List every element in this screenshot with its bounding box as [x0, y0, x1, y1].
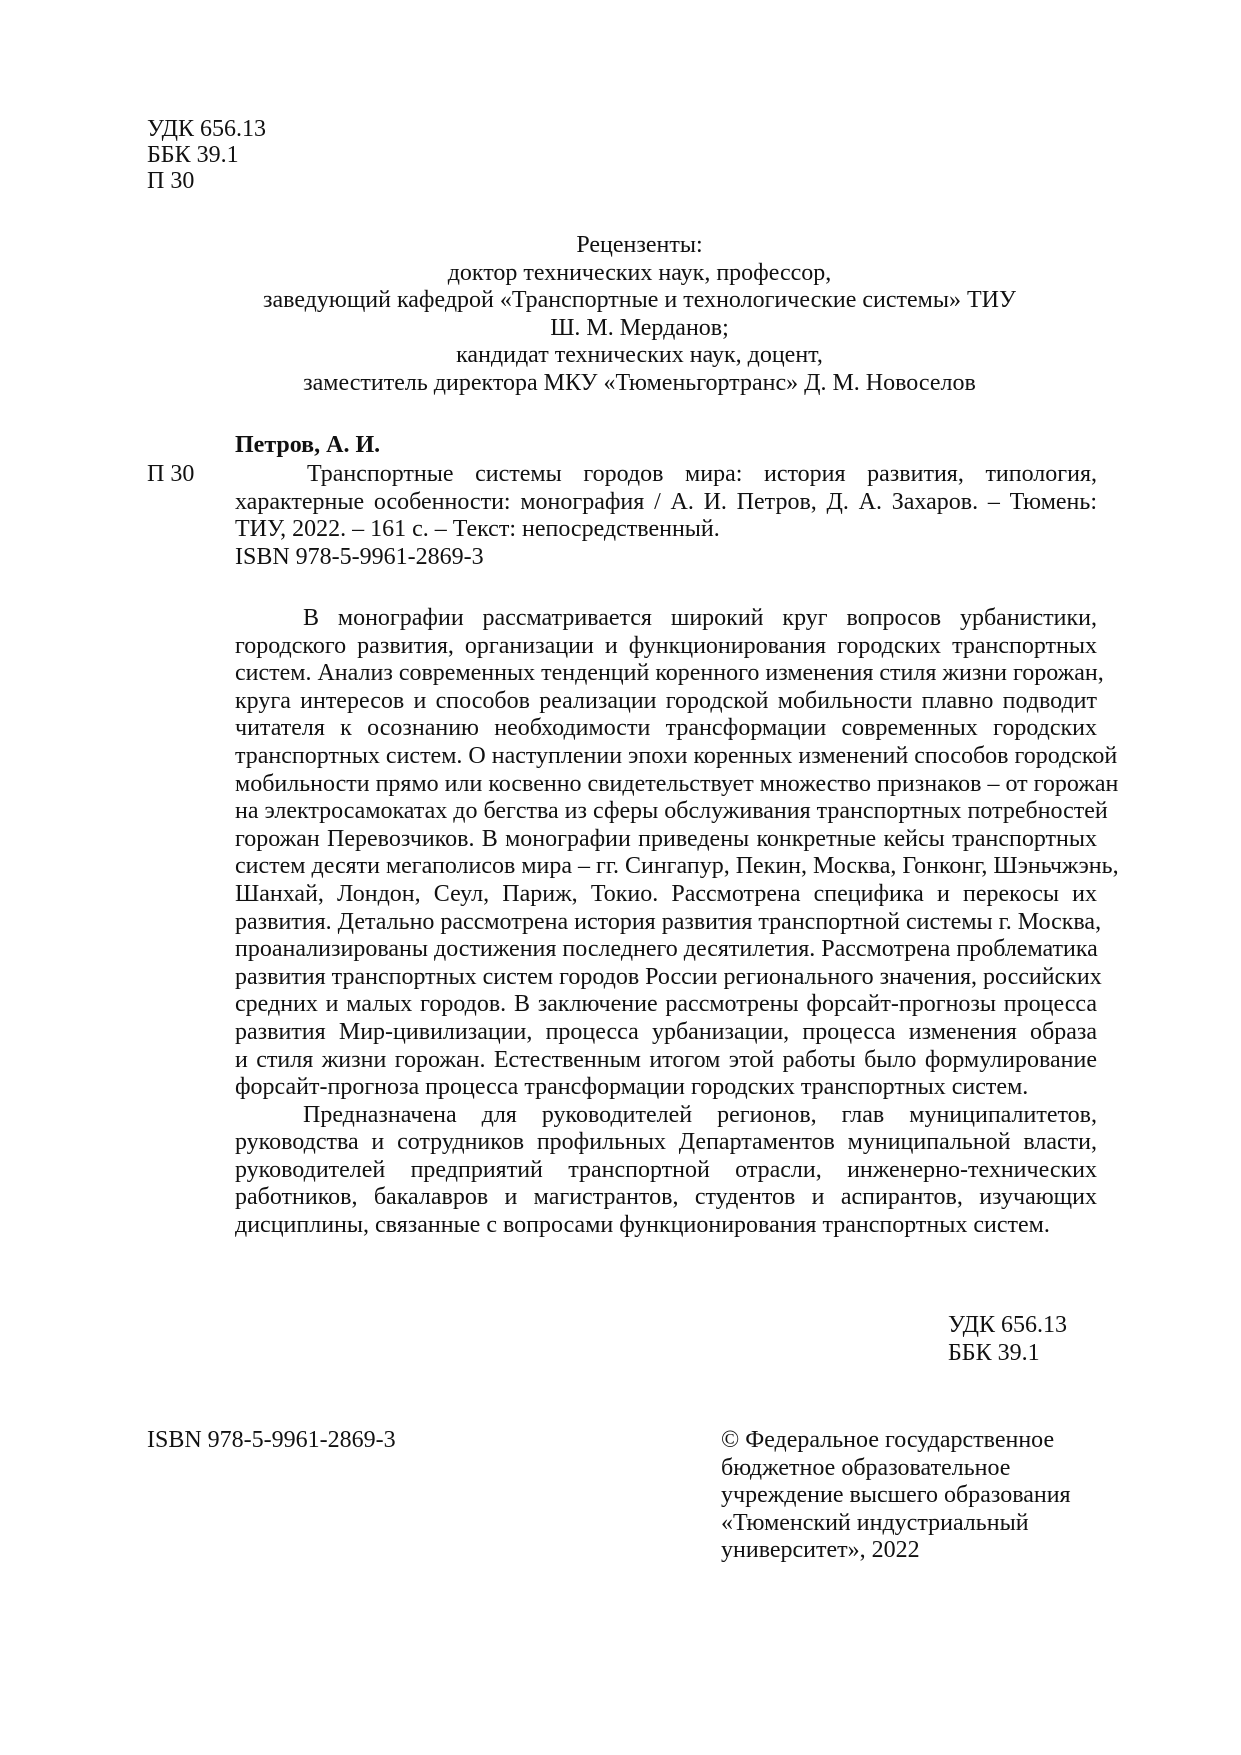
isbn: ISBN 978-5-9961-2869-3 — [235, 543, 484, 570]
abstract-line: городского развития, организации и функционирования городских транспортных — [235, 632, 1097, 659]
audience-line: руководства и сотрудников профильных Департаментов муниципальной власти, — [235, 1129, 1097, 1156]
copyright-line: университет», 2022 — [721, 1537, 920, 1564]
udk-code-bottom: УДК 656.13 — [948, 1312, 1067, 1338]
reviewer-line: заместитель директора МКУ «Тюменьгортранс» Д. М. Новоселов — [303, 369, 976, 396]
abstract-line: транспортных систем. О наступлении эпохи коренных изменений способов городской — [235, 742, 1118, 769]
abstract-line: на электросамокатах до бегства из сферы обслуживания транспортных потребностей — [235, 798, 1108, 825]
copyright-line: © Федеральное государственное — [721, 1427, 1055, 1453]
reviewer-line: заведующий кафедрой «Транспортные и технологические системы» ТИУ — [263, 287, 1016, 314]
audience-line: руководителей предприятий транспортной отрасли, инженерно-технических — [235, 1156, 1097, 1183]
abstract-line: развития транспортных систем городов России регионального значения, российских — [235, 963, 1102, 990]
abstract-line: проанализированы достижения последнего десятилетия. Рассмотрена проблематика — [235, 936, 1098, 963]
copyright-line: бюджетное образовательное — [721, 1454, 1011, 1481]
abstract-line: систем. Анализ современных тенденций коренного изменения стиля жизни горожан, — [235, 660, 1104, 687]
description-line: ТИУ, 2022. – 161 с. – Текст: непосредственный. — [235, 516, 720, 543]
reviewer-line: Ш. М. Мерданов; — [550, 314, 729, 341]
description-line: характерные особенности: монография / А. И. Петров, Д. А. Захаров. – Тюмень: — [235, 488, 1097, 515]
abstract-line: В монографии рассматривается широкий круг вопросов урбанистики, — [303, 605, 1097, 631]
abstract-line: форсайт-прогноза процесса трансформации городских транспортных систем. — [235, 1074, 1029, 1101]
bbk-code: ББК 39.1 — [147, 142, 239, 168]
abstract-line: развития. Детально рассмотрена история развития транспортной системы г. Москва, — [235, 908, 1102, 935]
abstract-line: систем десяти мегаполисов мира – гг. Сингапур, Пекин, Москва, Гонконг, Шэньчжэнь, — [235, 853, 1119, 880]
bibliographic-description — [235, 461, 1097, 571]
reviewers-heading: Рецензенты: — [576, 232, 703, 258]
abstract-line: мобильности прямо или косвенно свидетельствует множество признаков – от горожан — [235, 770, 1119, 797]
abstract-line: круга интересов и способов реализации городской мобильности плавно подводит — [235, 687, 1097, 714]
bbk-code-bottom: ББК 39.1 — [948, 1339, 1040, 1366]
abstract-line: читателя к осознанию необходимости трансформации современных городских — [235, 715, 1097, 742]
audience-line: работников, бакалавров и магистрантов, студентов и аспирантов, изучающих — [235, 1184, 1097, 1211]
abstract-paragraph — [235, 605, 1119, 1240]
copyright-block — [721, 1427, 1071, 1565]
abstract-line: Шанхай, Лондон, Сеул, Париж, Токио. Рассмотрена специфика и перекосы их — [235, 880, 1097, 907]
abstract-line: средних и малых городов. В заключение рассмотрены форсайт-прогнозы процесса — [235, 991, 1097, 1018]
abstract-line: и стиля жизни горожан. Естественным итогом этой работы было формулирование — [235, 1046, 1097, 1073]
abstract-line: горожан Перевозчиков. В монографии приведены конкретные кейсы транспортных — [235, 825, 1097, 852]
author-sign: П 30 — [147, 168, 195, 194]
copyright-line: «Тюменский индустриальный — [721, 1509, 1029, 1536]
classification-block — [147, 116, 266, 194]
author-name: Петров, А. И. — [235, 432, 381, 458]
footer-isbn: ISBN 978-5-9961-2869-3 — [147, 1427, 396, 1453]
reviewer-line: кандидат технических наук, доцент, — [456, 342, 823, 369]
description-line: Транспортные системы городов мира: история развития, типология, — [307, 461, 1097, 487]
audience-line: дисциплины, связанные с вопросами функционирования транспортных систем. — [235, 1212, 1050, 1239]
copyright-line: учреждение высшего образования — [721, 1482, 1071, 1509]
reviewer-line: доктор технических наук, профессор, — [447, 259, 832, 286]
udk-code: УДК 656.13 — [147, 116, 266, 142]
bottom-classification — [948, 1312, 1067, 1367]
reviewers-block — [147, 232, 1132, 398]
audience-line: Предназначена для руководителей регионов, глав муниципалитетов, — [303, 1101, 1097, 1128]
bibliography-code: П 30 — [147, 461, 195, 487]
abstract-line: развития Мир-цивилизации, процесса урбанизации, процесса изменения образа — [235, 1018, 1097, 1045]
